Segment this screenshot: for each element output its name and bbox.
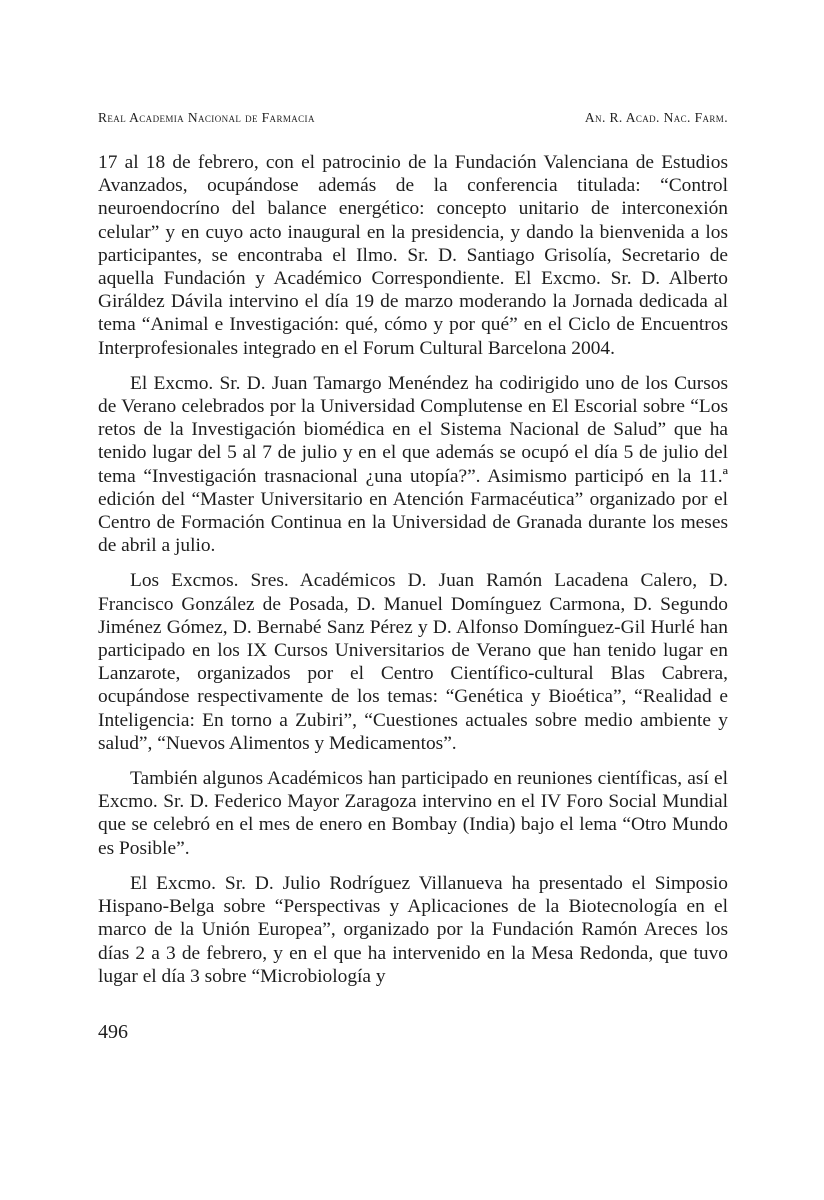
body-paragraph: El Excmo. Sr. D. Juan Tamargo Menéndez ha codirigido uno de los Cursos de Verano celebrados por la Universidad Complutense en El Escorial sobre “Los retos de la Investigación biomédica en el Sistema Nacional de Salud” que ha tenido lugar del 5 al 7 de julio y en el que además se ocupó el día 5 de julio del tema “Investigación trasnacional ¿una utopía?”. Asimismo participó en la 11.ª edición del “Master Universitario en Atención Farmacéutica” organizado por el Centro de Formación Continua en la Universidad de Granada durante los meses de abril a julio.: [98, 372, 728, 557]
article-body: [98, 151, 728, 1000]
running-header: [98, 110, 728, 134]
body-paragraph: También algunos Académicos han participado en reuniones científicas, así el Excmo. Sr. D. Federico Mayor Zaragoza intervino en el IV Foro Social Mundial que se celebró en el mes de enero en Bombay (India) bajo el lema “Otro Mundo es Posible”.: [98, 768, 728, 859]
body-paragraph: El Excmo. Sr. D. Julio Rodríguez Villanueva ha presentado el Simposio Hispano-Belga sobre “Perspectivas y Aplicaciones de la Biotecnología en el marco de la Unión Europea”, organizado por la Fundación Ramón Areces los días 2 a 3 de febrero, y en el que ha intervenido en la Mesa Redonda, que tuvo lugar el día 3 sobre “Microbiología y: [98, 872, 728, 987]
body-paragraph: Los Excmos. Sres. Académicos D. Juan Ramón Lacadena Calero, D. Francisco González de Posada, D. Manuel Domínguez Carmona, D. Segundo Jiménez Gómez, D. Bernabé Sanz Pérez y D. Alfonso Domínguez-Gil Hurlé han participado en los IX Cursos Universitarios de Verano que han tenido lugar en Lanzarote, organizados por el Centro Científico-cultural Blas Cabrera, ocupándose respectivamente de los temas: “Genética y Bioética”, “Realidad e Inteligencia: En torno a Zubiri”, “Cuestiones actuales sobre medio ambiente y salud”, “Nuevos Alimentos y Medicamentos”.: [98, 570, 728, 754]
journal-abbreviation-header: An. R. Acad. Nac. Farm.: [584, 110, 728, 125]
page-number: 496: [98, 1021, 128, 1043]
journal-publisher-header: Real Academia Nacional de Farmacia: [98, 110, 315, 125]
body-paragraph: 17 al 18 de febrero, con el patrocinio de la Fundación Valenciana de Estudios Avanzados, ocupándose además de la conferencia titulada: “Control neuroendocríno del balance energético: concepto unitario de interconexión celular” y en cuyo acto inaugural en la presidencia, y dando la bienvenida a los participantes, se encontraba el Ilmo. Sr. D. Santiago Grisolía, Secretario de aquella Fundación y Académico Correspondiente. El Excmo. Sr. D. Alberto Giráldez Dávila intervino el día 19 de marzo moderando la Jornada dedicada al tema “Animal e Investigación: qué, cómo y por qué” en el Ciclo de Encuentros Interprofesionales integrado en el Forum Cultural Barcelona 2004.: [98, 152, 728, 359]
